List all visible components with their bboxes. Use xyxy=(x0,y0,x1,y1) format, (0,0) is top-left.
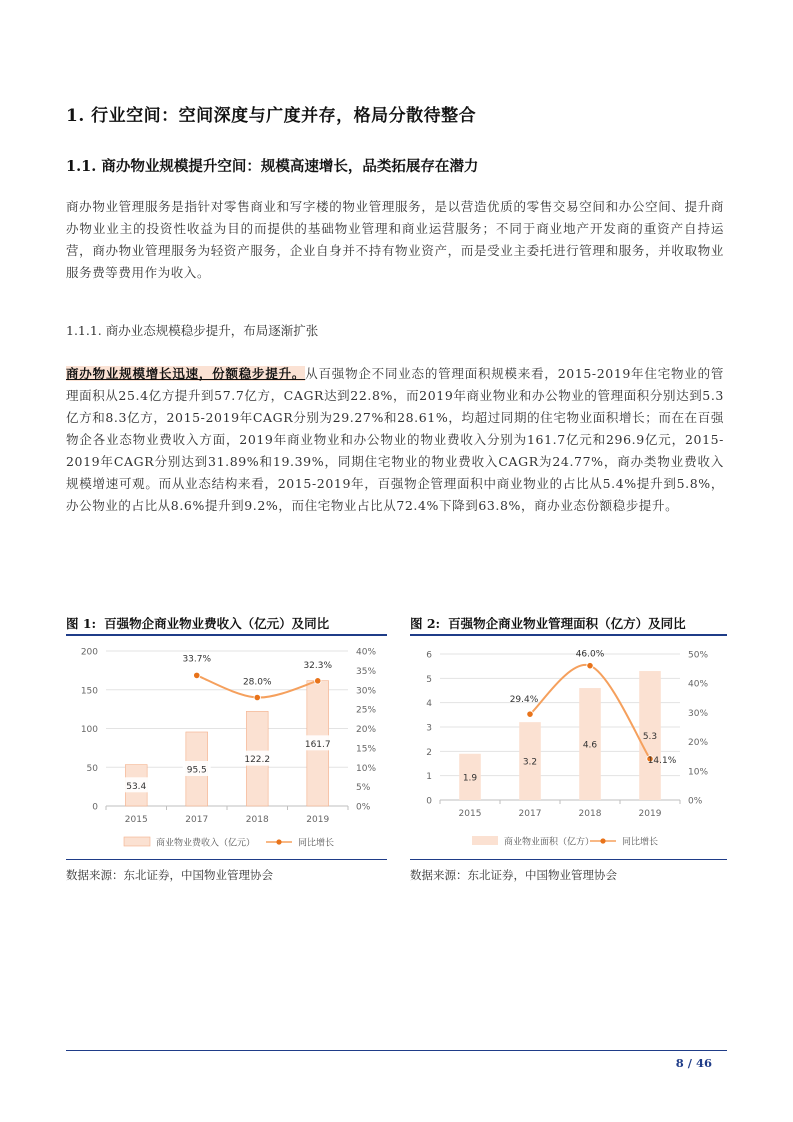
bar-data-label: 4.6 xyxy=(582,740,598,751)
figure2-source: 数据来源：东北证券，中国物业管理协会 xyxy=(410,868,617,882)
x-tick-label: 2019 xyxy=(306,815,330,825)
y2-tick-label: 15% xyxy=(356,744,377,755)
figure1-title xyxy=(66,614,329,632)
subsection-heading: 1.1. 商办物业规模提升空间：规模高速增长，品类拓展存在潜力 xyxy=(66,158,479,175)
y2-tick-label: 0% xyxy=(356,802,371,813)
line-data-label: 28.0% xyxy=(242,677,272,688)
legend-swatch-marker xyxy=(600,838,605,843)
legend-label-line: 同比增长 xyxy=(298,838,335,849)
body-paragraph xyxy=(66,363,724,517)
y2-tick-label: 30% xyxy=(356,686,377,697)
figure1-top-rule xyxy=(66,634,387,636)
x-tick-label: 2019 xyxy=(638,809,662,819)
line-point xyxy=(587,662,593,668)
page-number: 8 / 46 xyxy=(675,1056,712,1070)
y-tick-label: 6 xyxy=(426,650,432,661)
legend-swatch-marker xyxy=(276,839,281,844)
line-point xyxy=(315,678,321,684)
bar-data-label: 53.4 xyxy=(126,781,147,792)
y2-tick-label: 40% xyxy=(688,679,709,690)
figure2-title xyxy=(410,614,686,632)
y2-tick-label: 20% xyxy=(356,725,377,735)
bar-data-label: 5.3 xyxy=(642,732,658,743)
y-tick-label: 4 xyxy=(426,699,432,710)
figure2-number: 图 2: xyxy=(410,616,441,631)
y2-tick-label: 20% xyxy=(688,738,709,749)
section-heading: 1. 行业空间：空间深度与广度并存，格局分散待整合 xyxy=(66,106,477,126)
line-data-label: 29.4% xyxy=(509,695,539,706)
bar-data-label: 122.2 xyxy=(244,755,271,766)
line-data-label: 14.1% xyxy=(647,755,677,766)
x-tick-label: 2015 xyxy=(124,815,148,825)
y-tick-label: 50 xyxy=(86,763,98,774)
figure2-top-rule xyxy=(410,634,727,636)
figure1-caption: 百强物企商业物业费收入（亿元）及同比 xyxy=(104,616,330,631)
y2-tick-label: 30% xyxy=(688,708,709,719)
y2-tick-label: 10% xyxy=(688,767,709,778)
y-tick-label: 3 xyxy=(426,723,432,734)
y-tick-label: 5 xyxy=(426,674,432,685)
y2-tick-label: 35% xyxy=(356,666,377,677)
legend-swatch-bar xyxy=(124,837,150,846)
x-tick-label: 2017 xyxy=(185,815,209,825)
y2-tick-label: 40% xyxy=(356,647,377,658)
y2-tick-label: 0% xyxy=(688,796,703,807)
legend-swatch-bar xyxy=(472,836,498,845)
y2-tick-label: 25% xyxy=(356,705,377,716)
y-tick-label: 1 xyxy=(426,772,432,783)
line-point xyxy=(527,711,533,717)
figure1-number: 图 1: xyxy=(66,616,97,631)
bar-data-label: 95.5 xyxy=(186,765,207,776)
subsubsection-heading: 1.1.1. 商办业态规模稳步提升，布局逐渐扩张 xyxy=(66,323,319,338)
x-tick-label: 2018 xyxy=(245,815,269,825)
legend-label-bar: 商业物业面积（亿方） xyxy=(504,837,595,848)
x-tick-label: 2018 xyxy=(578,809,602,819)
x-tick-label: 2017 xyxy=(518,809,542,819)
figure2-chart xyxy=(410,638,727,858)
footer-rule xyxy=(66,1050,727,1051)
bar-data-label: 3.2 xyxy=(522,757,538,768)
line-data-label: 46.0% xyxy=(575,649,605,660)
x-tick-label: 2015 xyxy=(458,809,482,819)
line-point xyxy=(194,672,200,678)
y-tick-label: 0 xyxy=(426,796,432,807)
y-tick-label: 200 xyxy=(80,647,98,658)
intro-paragraph: 商办物业管理服务是指针对零售商业和写字楼的物业管理服务，是以营造优质的零售交易空间和办公空间、提升商办物业业主的投资性收益为目的而提供的基础物业管理和商业运营服务；不同于商业地产开发商的重资产自持运营，商办物业管理服务为轻资产服务，企业自身并不持有物业资产，而是受业主委托进行管理和服务，并收取物业服务费等费用作为收入。 xyxy=(66,199,724,280)
line-data-label: 33.7% xyxy=(182,654,212,665)
figure1-bottom-rule xyxy=(66,859,387,860)
paragraph-lead: 商办物业规模增长迅速，份额稳步提升。 xyxy=(66,366,306,381)
figure1-chart xyxy=(66,638,387,858)
y-tick-label: 100 xyxy=(80,725,98,735)
figure2-caption: 百强物企商业物业管理面积（亿方）及同比 xyxy=(448,616,686,631)
figure2-bottom-rule xyxy=(410,859,727,860)
y2-tick-label: 50% xyxy=(688,650,709,661)
y-tick-label: 0 xyxy=(92,802,98,813)
bar-data-label: 161.7 xyxy=(304,739,331,750)
line-data-label: 32.3% xyxy=(303,660,333,671)
y2-tick-label: 5% xyxy=(356,783,371,794)
line-point xyxy=(254,694,260,700)
legend-label-bar: 商业物业费收入（亿元） xyxy=(156,838,256,849)
bar-data-label: 1.9 xyxy=(462,773,478,784)
y2-tick-label: 10% xyxy=(356,763,377,774)
figure1-source: 数据来源：东北证券，中国物业管理协会 xyxy=(66,868,273,882)
y-tick-label: 2 xyxy=(426,747,432,758)
paragraph-body: 从百强物企不同业态的管理面积规模来看，2015-2019年住宅物业的管理面积从25.4亿方提升到57.7亿方，CAGR达到22.8%，而2019年商业物业和办公物业的管理面积分别达到5.3亿方和8.3亿方，2015-2019年CAGR分别为29.27%和28.61%，均超过同期的住宅物业面积增长；而在在百强物企各业态物业费收入方面，2019年商业物业和办公物业的物业费收入分别为161.7亿元和296.9亿元，2015-2019年CAGR分别达到31.89%和19.39%，同期住宅物业的物业费收入CAGR为24.77%，商办类物业费收入规模增速可观。而从业态结构来看，2015-2019年，百强物企管理面积中商业物业的占比从5.4%提升到5.8%，办公物业的占比从8.6%提升到9.2%，而住宅物业占比从72.4%下降到63.8%，商办业态份额稳步提升。 xyxy=(66,366,724,513)
legend-label-line: 同比增长 xyxy=(622,837,659,848)
y-tick-label: 150 xyxy=(80,686,98,697)
